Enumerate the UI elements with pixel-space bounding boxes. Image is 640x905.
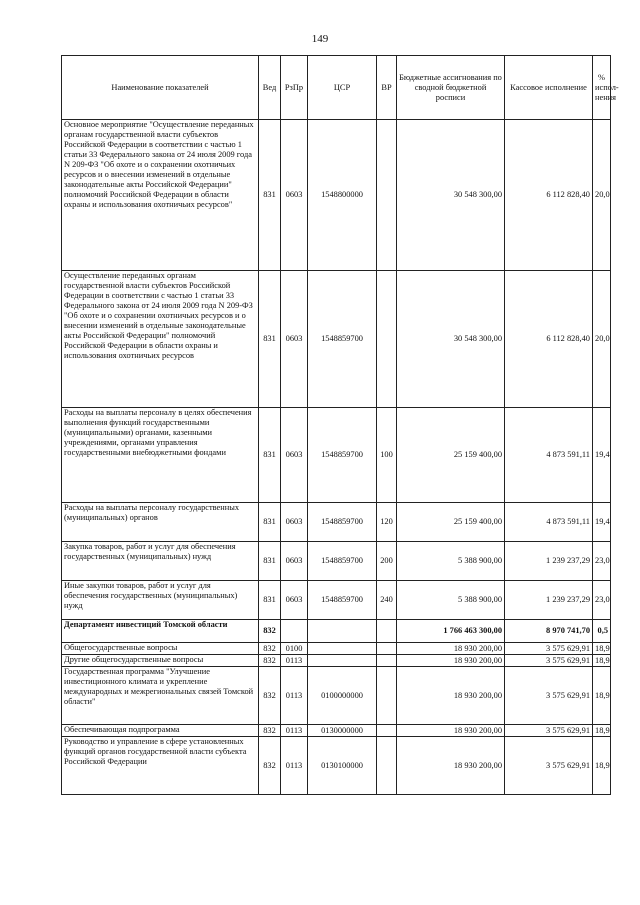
table-row [62,737,611,795]
cell-budget: 25 159 400,00 [397,408,505,503]
table-row [62,408,611,503]
cell-pct: 18,9 [593,667,611,725]
cell-pct: 0,5 [593,620,611,643]
cell-rzpr: 0113 [281,737,308,795]
cell-rzpr: 0603 [281,271,308,408]
cell-vr: 120 [377,503,397,542]
cell-pct: 18,9 [593,643,611,655]
cell-vr [377,725,397,737]
cell-csr: 1548859700 [308,581,377,620]
cell-rzpr: 0603 [281,581,308,620]
cell-ved: 831 [259,120,281,271]
cell-pct: 19,4 [593,503,611,542]
cell-csr: 1548859700 [308,271,377,408]
cell-csr: 0100000000 [308,667,377,725]
cell-name: Обеспечивающая подпрограмма [62,725,259,737]
cell-vr [377,667,397,725]
cell-ved: 832 [259,655,281,667]
header-row [62,56,611,120]
cell-name: Департамент инвестиций Томской области [62,620,259,643]
cell-cash: 1 239 237,29 [505,542,593,581]
cell-pct: 18,9 [593,725,611,737]
cell-name: Расходы на выплаты персоналу государственных (муниципальных) органов [62,503,259,542]
cell-rzpr: 0113 [281,725,308,737]
cell-cash: 4 873 591,11 [505,408,593,503]
cell-rzpr: 0603 [281,120,308,271]
cell-csr: 0130100000 [308,737,377,795]
cell-vr [377,655,397,667]
table-body [62,120,611,795]
header-vr: ВР [377,56,397,120]
cell-ved: 831 [259,503,281,542]
table-row [62,271,611,408]
cell-ved: 831 [259,408,281,503]
cell-budget: 18 930 200,00 [397,667,505,725]
cell-vr [377,737,397,795]
cell-pct: 19,4 [593,408,611,503]
cell-rzpr: 0113 [281,667,308,725]
header-name: Наименование показателей [62,56,259,120]
cell-cash: 3 575 629,91 [505,725,593,737]
cell-name: Общегосударственные вопросы [62,643,259,655]
cell-csr: 1548859700 [308,503,377,542]
cell-cash: 3 575 629,91 [505,643,593,655]
header-ved: Вед [259,56,281,120]
cell-csr: 1548859700 [308,542,377,581]
cell-vr [377,271,397,408]
cell-pct: 20,0 [593,120,611,271]
cell-rzpr [281,620,308,643]
cell-rzpr: 0603 [281,503,308,542]
cell-name: Другие общегосударственные вопросы [62,655,259,667]
cell-vr [377,120,397,271]
cell-pct: 23,0 [593,542,611,581]
cell-pct: 23,0 [593,581,611,620]
cell-pct: 18,9 [593,655,611,667]
cell-cash: 3 575 629,91 [505,667,593,725]
table-row [62,643,611,655]
header-cash: Кассовое исполнение [505,56,593,120]
cell-ved: 832 [259,725,281,737]
cell-cash: 4 873 591,11 [505,503,593,542]
table-row [62,503,611,542]
cell-ved: 832 [259,667,281,725]
table-row [62,120,611,271]
cell-budget: 5 388 900,00 [397,581,505,620]
cell-budget: 18 930 200,00 [397,643,505,655]
header-rzpr: РзПр [281,56,308,120]
cell-ved: 832 [259,620,281,643]
cell-cash: 3 575 629,91 [505,655,593,667]
table-row [62,725,611,737]
cell-rzpr: 0603 [281,408,308,503]
cell-name: Расходы на выплаты персоналу в целях обеспечения выполнения функций государственными (муниципальными) органами, казенными учреждениями, органами управления государственными внебюджетными фондами [62,408,259,503]
cell-name: Государственная программа "Улучшение инвестиционного климата и укрепление международных и межрегиональных связей Томской области" [62,667,259,725]
cell-csr [308,643,377,655]
table-row [62,542,611,581]
cell-vr: 240 [377,581,397,620]
cell-csr: 1548800000 [308,120,377,271]
cell-vr [377,620,397,643]
cell-cash: 3 575 629,91 [505,737,593,795]
cell-pct: 20,0 [593,271,611,408]
header-pct: % испол-нения [593,56,611,120]
cell-budget: 25 159 400,00 [397,503,505,542]
cell-cash: 6 112 828,40 [505,120,593,271]
cell-budget: 30 548 300,00 [397,120,505,271]
cell-name: Иные закупки товаров, работ и услуг для обеспечения государственных (муниципальных) нужд [62,581,259,620]
table-row [62,581,611,620]
cell-cash: 8 970 741,70 [505,620,593,643]
cell-rzpr: 0100 [281,643,308,655]
cell-csr [308,620,377,643]
page-number: 149 [311,33,329,45]
cell-name: Осуществление переданных органам государственной власти субъектов Российской Федерации в соответствии с частью 1 статьи 33 Федерального закона от 24 июля 2009 года N 209-ФЗ "Об охоте и о сохранении охотничьих ресурсов и о внесении изменений в отдельные законодательные акты Российской Федерации" полномочий Российской Федерации в области охраны и использования охотничьих ресурсов [62,271,259,408]
cell-csr: 0130000000 [308,725,377,737]
cell-budget: 5 388 900,00 [397,542,505,581]
cell-vr: 100 [377,408,397,503]
cell-vr [377,643,397,655]
cell-budget: 30 548 300,00 [397,271,505,408]
cell-name: Руководство и управление в сфере установленных функций органов государственной власти субъекта Российской Федерации [62,737,259,795]
cell-csr: 1548859700 [308,408,377,503]
header-budget: Бюджетные ассигнования по сводной бюджетной росписи [397,56,505,120]
cell-ved: 832 [259,737,281,795]
cell-ved: 831 [259,581,281,620]
table-row [62,620,611,643]
cell-budget: 18 930 200,00 [397,725,505,737]
cell-budget: 18 930 200,00 [397,737,505,795]
cell-cash: 1 239 237,29 [505,581,593,620]
cell-rzpr: 0113 [281,655,308,667]
cell-rzpr: 0603 [281,542,308,581]
cell-ved: 831 [259,271,281,408]
cell-csr [308,655,377,667]
cell-pct: 18,9 [593,737,611,795]
header-csr: ЦСР [308,56,377,120]
cell-ved: 832 [259,643,281,655]
table-row [62,667,611,725]
cell-budget: 1 766 463 300,00 [397,620,505,643]
table-row [62,655,611,667]
cell-cash: 6 112 828,40 [505,271,593,408]
cell-name: Основное мероприятие "Осуществление переданных органам государственной власти субъектов Российской Федерации в соответствии с частью 1 статьи 33 Федерального закона от 24 июля 2009 года N 209-ФЗ "Об охоте и о сохранении охотничьих ресурсов и о внесении изменений в отдельные законодательные акты Российской Федерации" полномочий Российской Федерации в области охраны и использования охотничьих ресурсов" [62,120,259,271]
budget-table [61,55,619,795]
cell-budget: 18 930 200,00 [397,655,505,667]
cell-name: Закупка товаров, работ и услуг для обеспечения государственных (муниципальных) нужд [62,542,259,581]
cell-vr: 200 [377,542,397,581]
cell-ved: 831 [259,542,281,581]
